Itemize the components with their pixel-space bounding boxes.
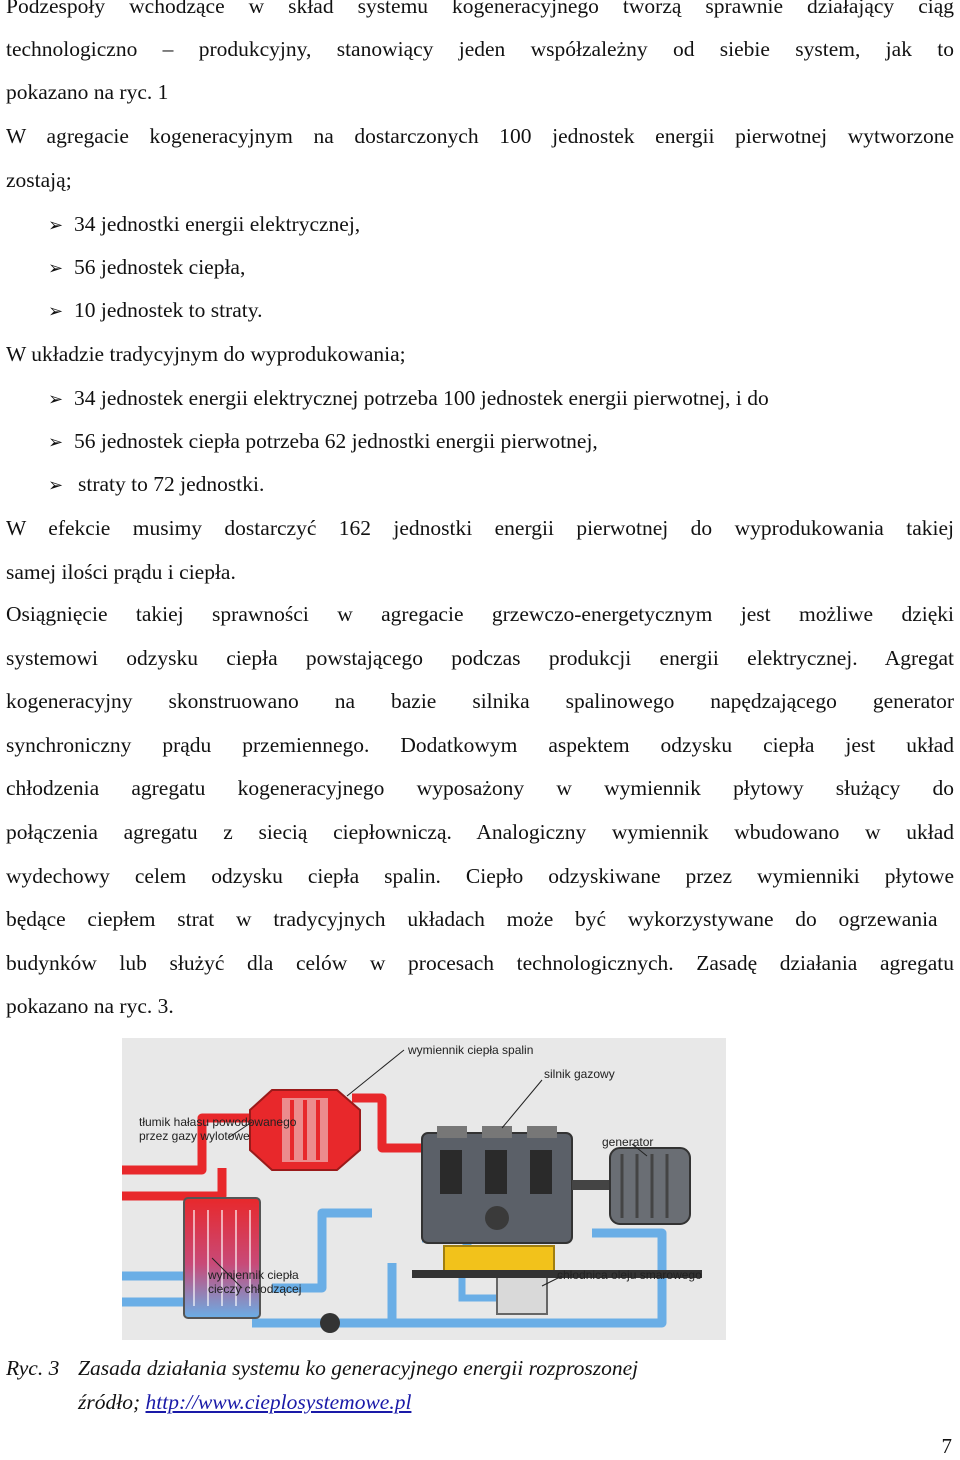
paragraph-line: Osiągnięcie takiej sprawności w agregacie grzewczo-energetycznym jest możliwe dzięki bbox=[6, 602, 954, 626]
paragraph-line: pokazano na ryc. 3. bbox=[6, 994, 174, 1019]
paragraph-line: W efekcie musimy dostarczyć 162 jednostki energii pierwotnej do wyprodukowania takiej bbox=[6, 516, 954, 540]
paragraph-line: połączenia agregatu z siecią ciepłowniczą. Analogiczny wymiennik wbudowano w układ bbox=[6, 820, 954, 844]
page-number: 7 bbox=[941, 1434, 952, 1458]
paragraph-line: W układzie tradycyjnym do wyprodukowania; bbox=[6, 342, 406, 366]
generator-icon bbox=[610, 1148, 690, 1224]
arrowhead-bullet-icon: ➢ bbox=[48, 475, 64, 495]
figure-caption-source bbox=[78, 1390, 411, 1415]
paragraph-line: samej ilości prądu i ciepła. bbox=[6, 560, 236, 584]
list-item: ➢ 10 jednostek to straty. bbox=[48, 298, 263, 322]
source-prefix: źródło; bbox=[78, 1390, 141, 1414]
list-item: ➢ 56 jednostek ciepła potrzeba 62 jednostki energii pierwotnej, bbox=[48, 429, 598, 453]
figure-caption-prefix: Ryc. 3 bbox=[6, 1356, 60, 1380]
label-gas-engine: silnik gazowy bbox=[544, 1067, 615, 1081]
label-coolant-exchanger-line2: cieczy chłodzącej bbox=[208, 1282, 302, 1296]
label-coolant-exchanger-line1: wymiennik ciepła bbox=[208, 1268, 299, 1282]
paragraph-line: chłodzenia agregatu kogeneracyjnego wyposażony w wymiennik płytowy służący do bbox=[6, 776, 954, 801]
coolant-heat-exchanger-icon bbox=[184, 1198, 260, 1318]
label-oil-cooler: chłodnica oleju smarowego bbox=[557, 1268, 702, 1282]
paragraph-line: kogeneracyjny skonstruowano na bazie silnika spalinowego napędzającego generator bbox=[6, 689, 954, 714]
cogeneration-diagram bbox=[122, 1038, 726, 1340]
drive-shaft bbox=[572, 1180, 612, 1190]
arrowhead-bullet-icon: ➢ bbox=[48, 432, 64, 452]
paragraph-line: W agregacie kogeneracyjnym na dostarczonych 100 jednostek energii pierwotnej wytworzone bbox=[6, 124, 954, 148]
source-link[interactable]: http://www.cieplosystemowe.pl bbox=[145, 1390, 412, 1414]
figure-caption-title: Zasada działania systemu ko generacyjnego energii rozproszonej bbox=[78, 1356, 639, 1380]
paragraph-line: synchroniczny prądu przemiennego. Dodatkowym aspektem odzysku ciepła jest układ bbox=[6, 732, 954, 757]
label-muffler-line1: tłumik hałasu powodowanego bbox=[139, 1115, 297, 1129]
list-item: ➢ 34 jednostki energii elektrycznej, bbox=[48, 212, 361, 236]
arrowhead-bullet-icon: ➢ bbox=[48, 301, 64, 321]
gas-engine-icon bbox=[422, 1126, 572, 1243]
list-item: ➢ straty to 72 jednostki. bbox=[48, 472, 265, 496]
paragraph-line: zostają; bbox=[6, 168, 72, 192]
paragraph-line: pokazano na ryc. 1 bbox=[6, 80, 169, 104]
paragraph-line: wydechowy celem odzysku ciepła spalin. Ciepło odzyskiwane przez wymienniki płytowe bbox=[6, 863, 954, 888]
paragraph-line: Podzespoły wchodzące w skład systemu kogeneracyjnego tworzą sprawnie działający ciąg bbox=[6, 0, 954, 18]
figure-cogeneration-diagram bbox=[122, 1038, 726, 1340]
oil-cooler-icon bbox=[497, 1276, 547, 1314]
paragraph-line: technologiczno – produkcyjny, stanowiący jeden współzależny od siebie system, jak to bbox=[6, 37, 954, 61]
paragraph-line: systemowi odzysku ciepła powstającego podczas produkcji energii elektrycznej. Agregat bbox=[6, 645, 954, 670]
label-generator: generator bbox=[602, 1135, 654, 1149]
exhaust-heat-exchanger-icon bbox=[250, 1090, 360, 1170]
arrowhead-bullet-icon: ➢ bbox=[48, 258, 64, 278]
paragraph-line: będące ciepłem strat w tradycyjnych układach może być wykorzystywane do ogrzewania bbox=[6, 907, 938, 932]
list-item: ➢ 56 jednostek ciepła, bbox=[48, 255, 246, 279]
arrowhead-bullet-icon: ➢ bbox=[48, 215, 64, 235]
list-item: ➢ 34 jednostek energii elektrycznej potrzeba 100 jednostek energii pierwotnej, i do bbox=[48, 386, 769, 410]
label-exhaust-heat-exchanger: wymiennik ciepła spalin bbox=[408, 1043, 534, 1057]
label-muffler-line2: przez gazy wylotowe bbox=[139, 1129, 250, 1143]
pump-icon bbox=[320, 1313, 340, 1333]
arrowhead-bullet-icon: ➢ bbox=[48, 389, 64, 409]
paragraph-line: budynków lub służyć dla celów w procesach technologicznych. Zasadę działania agregatu bbox=[6, 950, 954, 975]
